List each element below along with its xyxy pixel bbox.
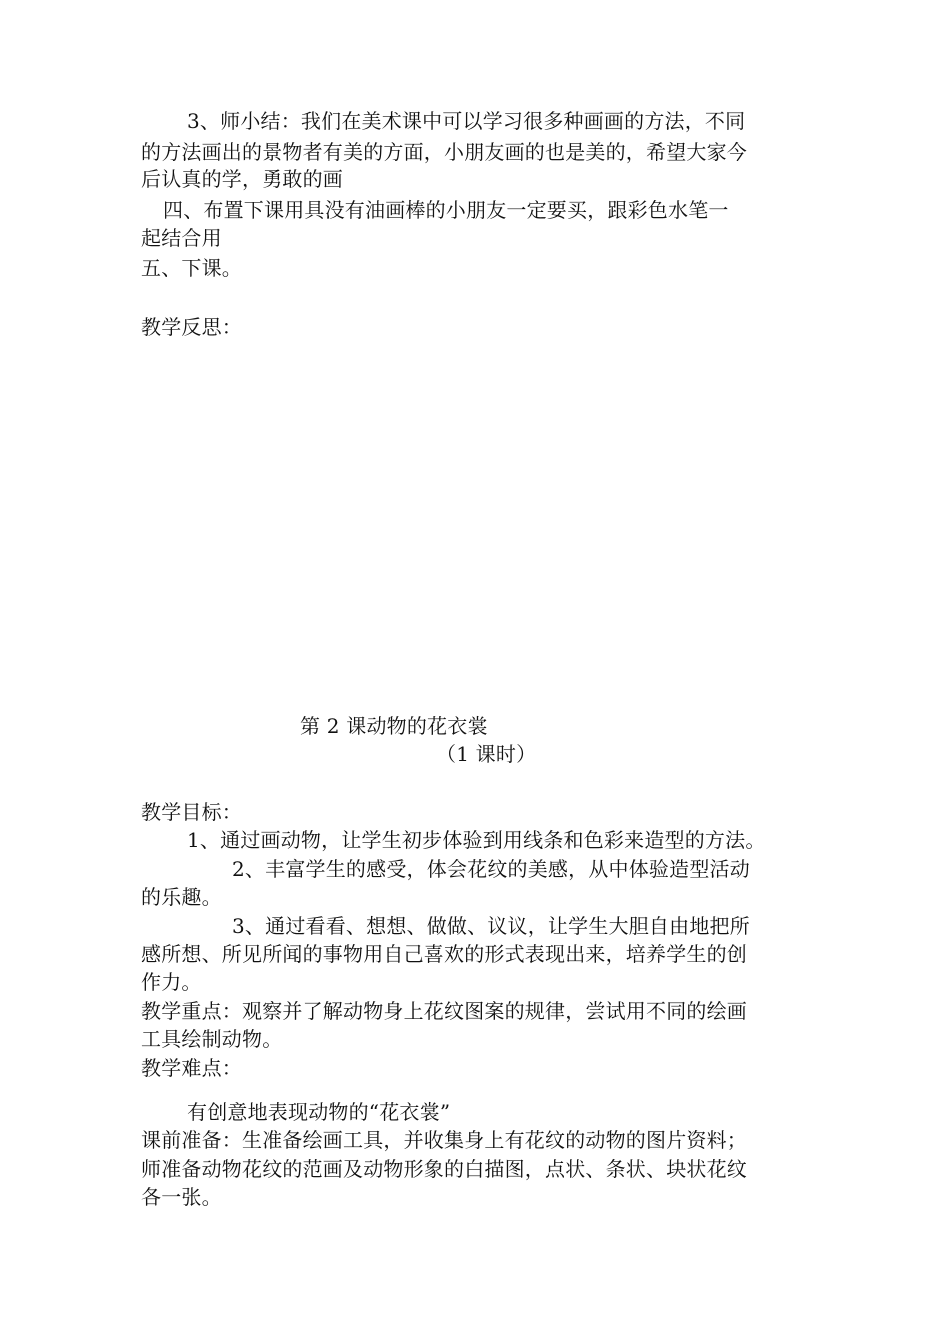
objective-3-line-2: 感所想、所见所闻的事物用自己喜欢的形式表现出来，培养学生的创: [141, 942, 747, 966]
preparation-line-1: 课前准备：生准备绘画工具，并收集身上有花纹的动物的图片资料；: [141, 1128, 747, 1152]
key-points-line-1: 教学重点：观察并了解动物身上花纹图案的规律，尝试用不同的绘画: [141, 999, 747, 1023]
summary-line-3: 后认真的学，勇敢的画: [141, 167, 343, 191]
preparation-line-2: 师准备动物花纹的范画及动物形象的白描图，点状、条状、块状花纹: [141, 1157, 747, 1181]
key-points-line-2: 工具绘制动物。: [141, 1027, 283, 1051]
objective-2-line-2: 的乐趣。: [141, 885, 222, 909]
summary-line-1: 3、师小结：我们在美术课中可以学习很多种画画的方法，不同: [187, 109, 746, 133]
preparation-line-3: 各一张。: [141, 1185, 222, 1209]
objective-2-line-1: 2、丰富学生的感受，体会花纹的美感，从中体验造型活动: [232, 857, 750, 881]
difficulty-label: 教学难点：: [141, 1056, 242, 1080]
objective-3-line-3: 作力。: [141, 970, 202, 994]
difficulty-text: 有创意地表现动物的“花衣裳”: [187, 1100, 451, 1124]
lesson-title: 第 2 课动物的花衣裳: [300, 714, 488, 738]
homework-line-2: 起结合用: [141, 226, 222, 250]
objective-3-line-1: 3、通过看看、想想、做做、议议，让学生大胆自由地把所: [232, 914, 750, 938]
homework-line-1: 四、布置下课用具没有油画棒的小朋友一定要买，跟彩色水笔一: [163, 198, 729, 222]
dismiss-text: 五、下课。: [141, 256, 242, 280]
summary-line-2: 的方法画出的景物者有美的方面，小朋友画的也是美的，希望大家今: [141, 140, 747, 164]
objective-1: 1、通过画动物，让学生初步体验到用线条和色彩来造型的方法。: [187, 828, 766, 852]
objectives-label: 教学目标：: [141, 800, 242, 824]
lesson-period: （1 课时）: [436, 742, 537, 766]
reflection-label: 教学反思：: [141, 315, 242, 339]
